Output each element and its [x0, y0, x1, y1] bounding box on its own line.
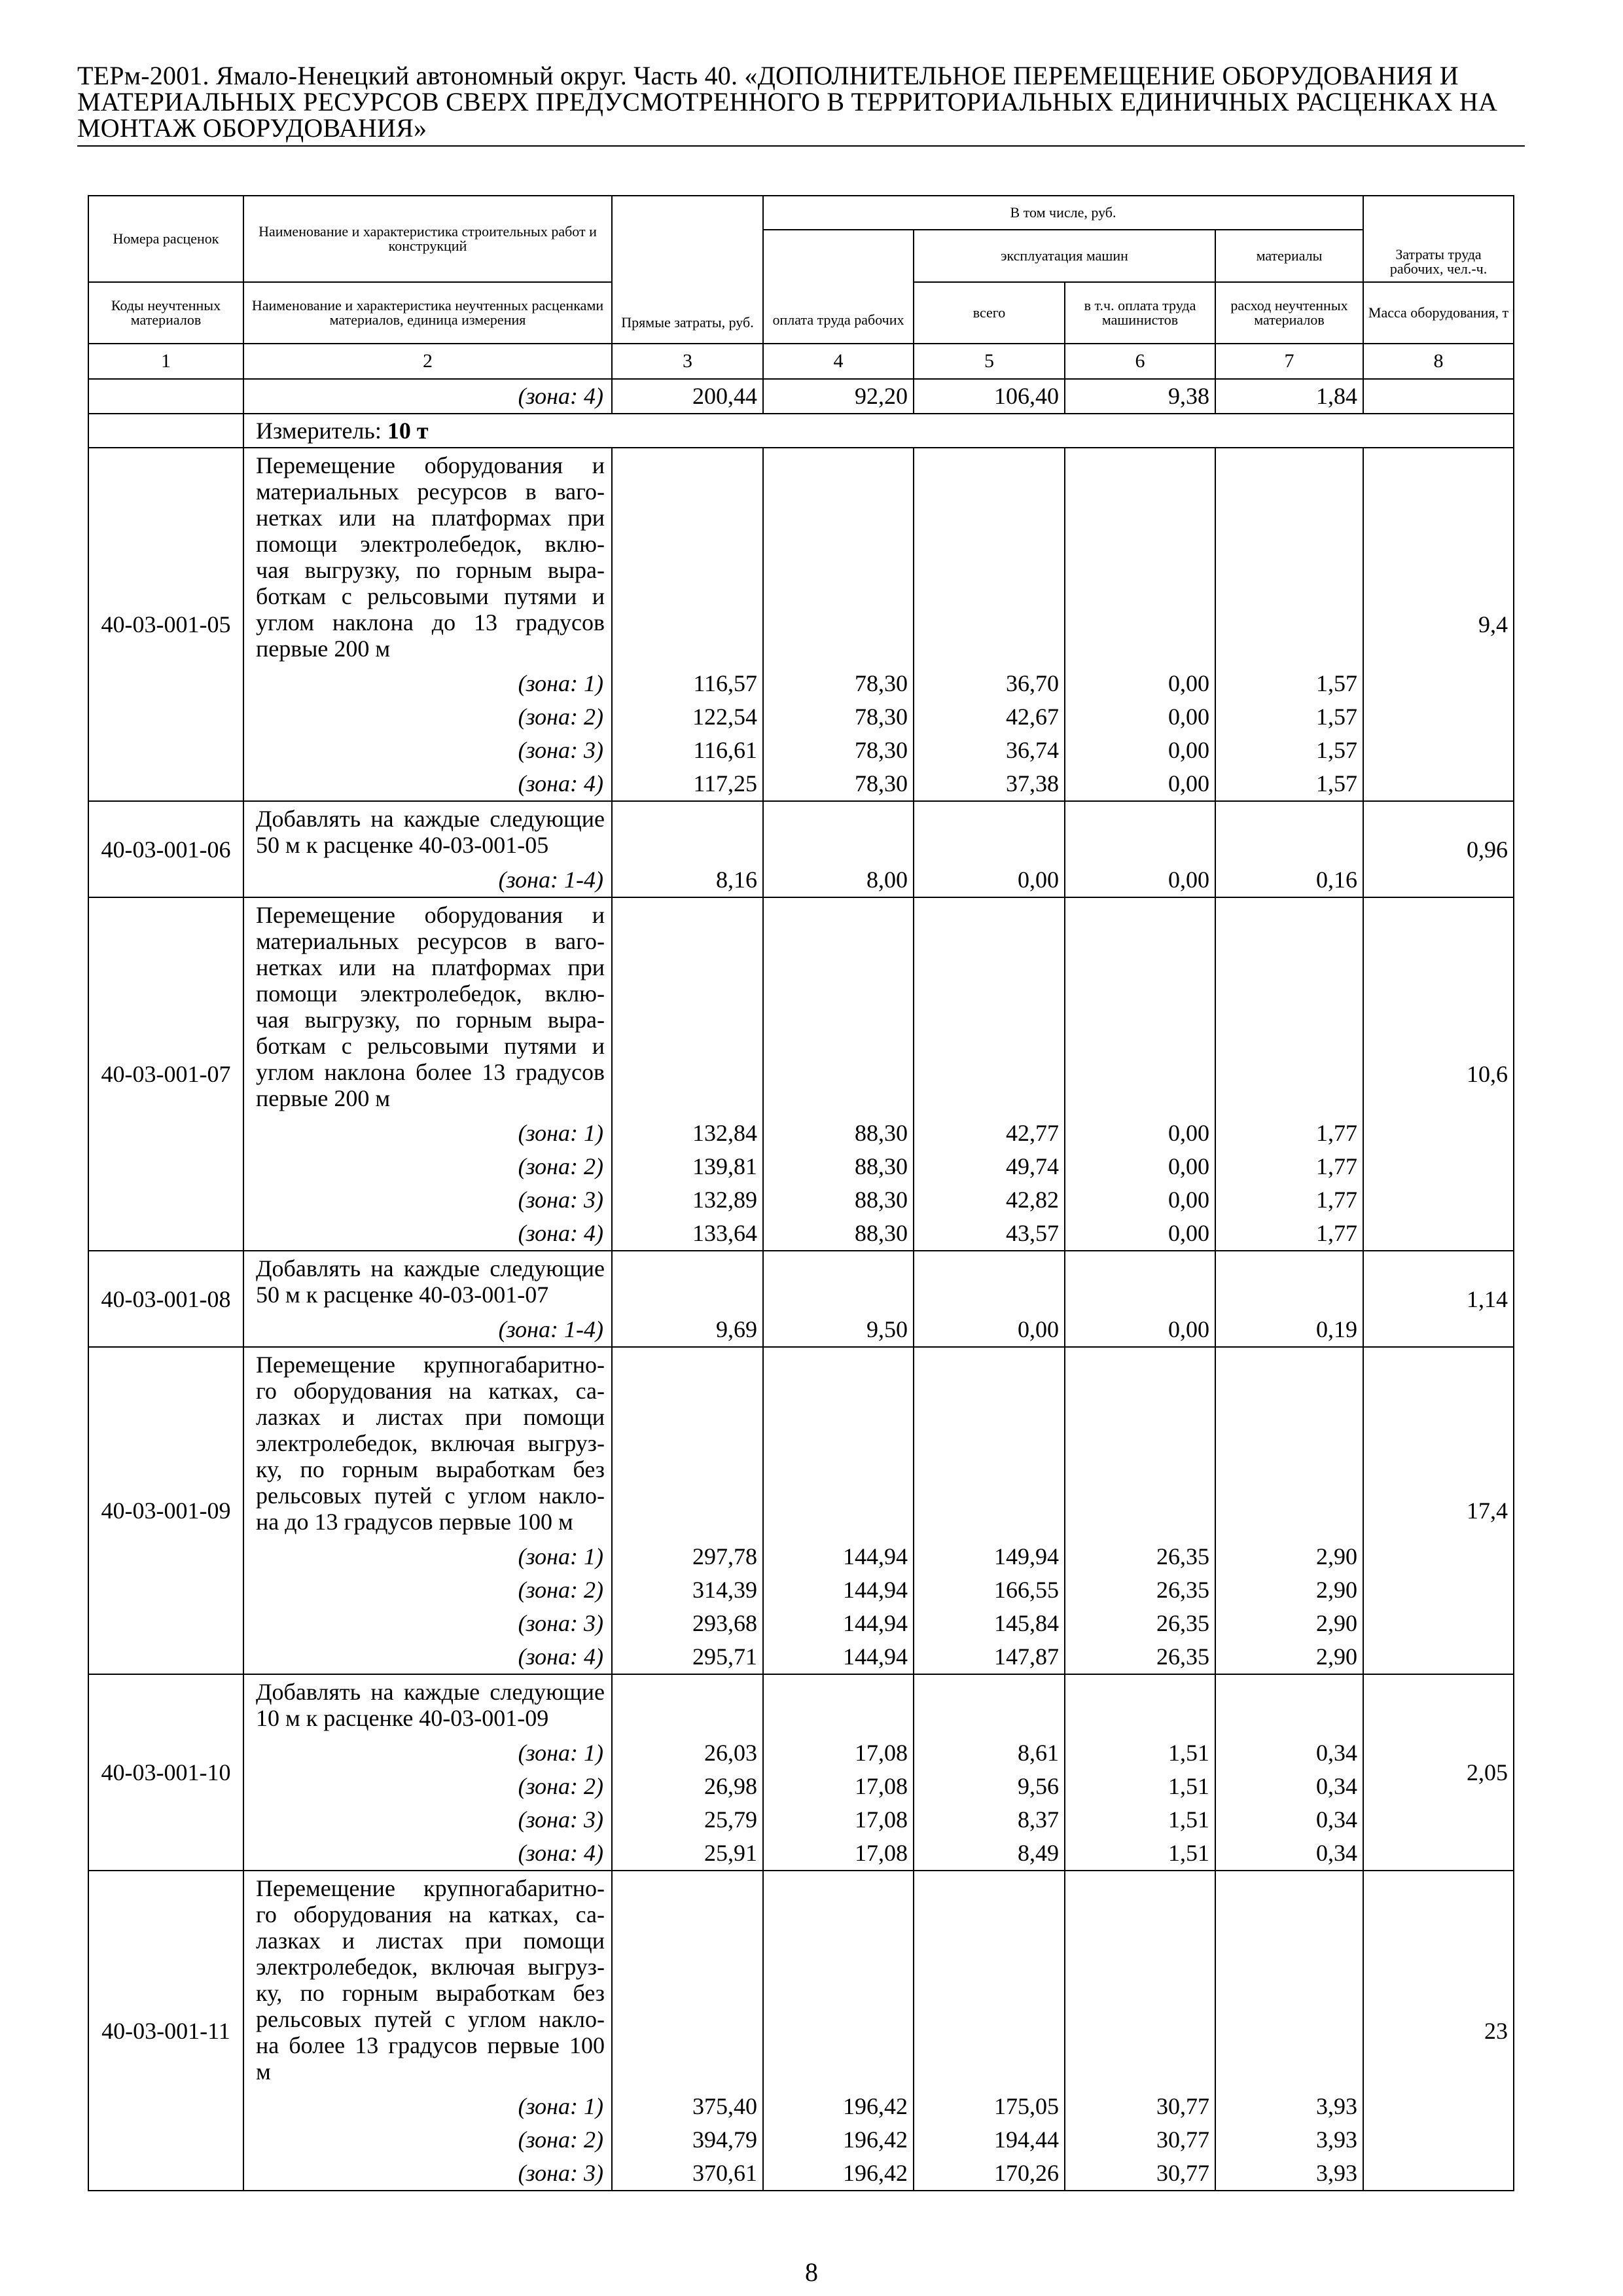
zone-label: (зона: 1)	[243, 2090, 612, 2123]
empty-cell	[1215, 1871, 1363, 2090]
workers-pay-value: 144,94	[763, 1640, 914, 1674]
zone-label: (зона: 2)	[243, 2123, 612, 2157]
workers-pay-value: 88,30	[763, 1150, 914, 1183]
direct-costs-value: 370,61	[612, 2157, 763, 2191]
zone-row	[88, 1117, 1514, 1150]
description-line: ку, по горным выработкам без	[256, 1980, 605, 2006]
description-line: первые 200 м	[256, 636, 391, 662]
rate-description	[243, 1674, 612, 1736]
rate-code: 40-03-001-07	[88, 897, 243, 1251]
direct-costs-value: 314,39	[612, 1573, 763, 1607]
rate-code: 40-03-001-05	[88, 448, 243, 801]
workers-pay-value: 78,30	[763, 734, 914, 767]
description-line: боткам с рельсовыми путями и	[256, 1033, 605, 1059]
empty-cell	[763, 448, 914, 667]
header-unaccounted-names: Наименование и характеристика неучтенных расценками материалов, единица измерения	[243, 282, 612, 344]
direct-costs-value: 116,57	[612, 667, 763, 700]
zone-row	[88, 1736, 1514, 1770]
driver-pay-value: 9,38	[1065, 379, 1215, 414]
driver-pay-value: 0,00	[1065, 863, 1215, 897]
direct-costs-value: 122,54	[612, 700, 763, 734]
workers-pay-value: 17,08	[763, 1736, 914, 1770]
labor-costs-value: 1,14	[1363, 1251, 1514, 1347]
description-line: помощи электролебедок, вклю-	[256, 980, 605, 1007]
direct-costs-value: 9,69	[612, 1313, 763, 1347]
zone-label: (зона: 4)	[243, 379, 612, 414]
driver-pay-value: 30,77	[1065, 2157, 1215, 2191]
machine-total-value: 170,26	[914, 2157, 1065, 2191]
machine-total-value: 42,77	[914, 1117, 1065, 1150]
labor-costs-value: 23	[1363, 1871, 1514, 2191]
empty-cell	[1065, 1251, 1215, 1313]
description-line: на до 13 градусов первые 100 м	[256, 1509, 573, 1535]
materials-value: 1,57	[1215, 700, 1363, 734]
rate-description	[243, 1251, 612, 1313]
empty-cell	[914, 897, 1065, 1117]
workers-pay-value: 17,08	[763, 1837, 914, 1871]
driver-pay-value: 26,35	[1065, 1640, 1215, 1674]
materials-value: 1,77	[1215, 1150, 1363, 1183]
materials-value: 0,34	[1215, 1837, 1363, 1871]
driver-pay-value: 1,51	[1065, 1803, 1215, 1837]
driver-pay-value: 0,00	[1065, 767, 1215, 801]
page-number: 8	[805, 2257, 818, 2287]
direct-costs-value: 116,61	[612, 734, 763, 767]
empty-cell	[1065, 1674, 1215, 1736]
rate-code: 40-03-001-08	[88, 1251, 243, 1347]
description-line: углом наклона до 13 градусов	[256, 609, 605, 636]
workers-pay-value: 144,94	[763, 1540, 914, 1573]
zone-label: (зона: 1)	[243, 667, 612, 700]
empty-cell	[1215, 1347, 1363, 1540]
empty-cell	[1065, 448, 1215, 667]
zone-label: (зона: 2)	[243, 1770, 612, 1803]
direct-costs-value: 394,79	[612, 2123, 763, 2157]
machine-total-value: 8,61	[914, 1736, 1065, 1770]
direct-costs-value: 297,78	[612, 1540, 763, 1573]
empty-cell	[1065, 1347, 1215, 1540]
column-number: 1	[88, 344, 243, 379]
empty-cell	[914, 801, 1065, 863]
description-line: 50 м к расценке 40-03-001-05	[256, 832, 549, 858]
empty-cell	[1215, 897, 1363, 1117]
direct-costs-value: 375,40	[612, 2090, 763, 2123]
column-number: 4	[763, 344, 914, 379]
zone-label: (зона: 1)	[243, 1540, 612, 1573]
zone-row	[88, 1640, 1514, 1674]
labor-costs-value: 10,6	[1363, 897, 1514, 1251]
header-unaccounted-codes: Коды неучтенных материалов	[88, 282, 243, 344]
empty-cell	[914, 1674, 1065, 1736]
zone-label: (зона: 4)	[243, 1837, 612, 1871]
driver-pay-value: 0,00	[1065, 1117, 1215, 1150]
machine-total-value: 42,67	[914, 700, 1065, 734]
materials-value: 1,57	[1215, 734, 1363, 767]
materials-value: 3,93	[1215, 2090, 1363, 2123]
description-line: м	[256, 2058, 271, 2085]
zone-row	[88, 1573, 1514, 1607]
rate-entry-row	[88, 897, 1514, 1117]
materials-value: 1,77	[1215, 1183, 1363, 1217]
rate-entry-row	[88, 448, 1514, 667]
direct-costs-value: 8,16	[612, 863, 763, 897]
driver-pay-value: 0,00	[1065, 667, 1215, 700]
direct-costs-value: 26,98	[612, 1770, 763, 1803]
labor-costs-value: 17,4	[1363, 1347, 1514, 1674]
driver-pay-value: 0,00	[1065, 734, 1215, 767]
driver-pay-value: 1,51	[1065, 1837, 1215, 1871]
machine-total-value: 0,00	[914, 863, 1065, 897]
zone-label: (зона: 3)	[243, 1183, 612, 1217]
description-line: электролебедок, включая выгруз-	[256, 1954, 605, 1980]
description-line: рельсовых путей с углом накло-	[256, 1482, 605, 1509]
zone-row	[88, 1183, 1514, 1217]
zone-label: (зона: 2)	[243, 700, 612, 734]
rate-code: 40-03-001-09	[88, 1347, 243, 1674]
description-line: 10 м к расценке 40-03-001-09	[256, 1705, 549, 1731]
empty-cell	[612, 801, 763, 863]
materials-value: 3,93	[1215, 2157, 1363, 2191]
header-machine-operation: эксплуатация машин	[914, 230, 1215, 282]
driver-pay-value: 26,35	[1065, 1540, 1215, 1573]
workers-pay-value: 144,94	[763, 1607, 914, 1640]
description-line: материальных ресурсов в ваго-	[256, 478, 605, 505]
empty-cell	[1215, 1251, 1363, 1313]
description-line: чая выгрузку, по горным выра-	[256, 557, 605, 583]
rate-entry-row	[88, 1871, 1514, 2090]
meter-unit: 10 т	[387, 418, 429, 444]
materials-value: 2,90	[1215, 1640, 1363, 1674]
description-line: нетках или на платформах при	[256, 505, 605, 531]
empty-cell	[914, 448, 1065, 667]
zone-label: (зона: 1-4)	[243, 1313, 612, 1347]
description-line: Перемещение оборудования и	[256, 452, 605, 478]
direct-costs-value: 200,44	[612, 379, 763, 414]
zone-row	[88, 1607, 1514, 1640]
zone-row	[88, 1803, 1514, 1837]
rate-description	[243, 801, 612, 863]
rate-code: 40-03-001-10	[88, 1674, 243, 1871]
rate-description	[243, 897, 612, 1117]
workers-pay-value: 88,30	[763, 1117, 914, 1150]
driver-pay-value: 1,51	[1065, 1770, 1215, 1803]
direct-costs-value: 25,91	[612, 1837, 763, 1871]
zone-row	[88, 1217, 1514, 1251]
description-line: помощи электролебедок, вклю-	[256, 531, 605, 557]
column-number: 5	[914, 344, 1065, 379]
rate-description	[243, 1347, 612, 1540]
empty-cell	[763, 801, 914, 863]
zone-label: (зона: 3)	[243, 2157, 612, 2191]
column-numbers-row	[88, 344, 1514, 379]
workers-pay-value: 196,42	[763, 2157, 914, 2191]
machine-total-value: 147,87	[914, 1640, 1065, 1674]
rate-entry-row	[88, 1674, 1514, 1736]
materials-value: 2,90	[1215, 1573, 1363, 1607]
zone-row	[88, 2157, 1514, 2191]
materials-value: 1,84	[1215, 379, 1363, 414]
driver-pay-value: 0,00	[1065, 1217, 1215, 1251]
zone-label: (зона: 4)	[243, 1217, 612, 1251]
header-line-2: МАТЕРИАЛЬНЫХ РЕСУРСОВ СВЕРХ ПРЕДУСМОТРЕННОГО В ТЕРРИТОРИАЛЬНЫХ ЕДИНИЧНЫХ РАСЦЕНКАХ НА	[77, 87, 1498, 117]
workers-pay-value: 78,30	[763, 767, 914, 801]
workers-pay-value: 8,00	[763, 863, 914, 897]
zone-row	[88, 1313, 1514, 1347]
driver-pay-value: 0,00	[1065, 700, 1215, 734]
description-line: электролебедок, включая выгруз-	[256, 1430, 605, 1456]
driver-pay-value: 0,00	[1065, 1183, 1215, 1217]
materials-value: 1,57	[1215, 667, 1363, 700]
workers-pay-value: 17,08	[763, 1803, 914, 1837]
direct-costs-value: 295,71	[612, 1640, 763, 1674]
materials-value: 2,90	[1215, 1607, 1363, 1640]
zone-row	[88, 734, 1514, 767]
empty-cell	[612, 1347, 763, 1540]
workers-pay-value: 88,30	[763, 1217, 914, 1251]
machine-total-value: 42,82	[914, 1183, 1065, 1217]
meter-label	[243, 414, 1514, 448]
zone-label: (зона: 3)	[243, 734, 612, 767]
rates-table	[88, 195, 1514, 2191]
rate-entry-row	[88, 801, 1514, 863]
empty-cell	[1065, 897, 1215, 1117]
driver-pay-value: 30,77	[1065, 2090, 1215, 2123]
empty-cell	[1065, 1871, 1215, 2090]
rate-entry-row	[88, 1251, 1514, 1313]
direct-costs-value: 139,81	[612, 1150, 763, 1183]
zone-row	[88, 1540, 1514, 1573]
zone-row	[88, 667, 1514, 700]
zone-label: (зона: 1-4)	[243, 863, 612, 897]
description-line: го оборудования на катках, са-	[256, 1901, 605, 1928]
description-line: 50 м к расценке 40-03-001-07	[256, 1282, 549, 1308]
zone-label: (зона: 3)	[243, 1607, 612, 1640]
machine-total-value: 9,56	[914, 1770, 1065, 1803]
meter-prefix: Измеритель:	[256, 418, 387, 444]
direct-costs-value: 25,79	[612, 1803, 763, 1837]
zone-label: (зона: 3)	[243, 1803, 612, 1837]
description-line: чая выгрузку, по горным выра-	[256, 1007, 605, 1033]
description-line: Перемещение крупногабаритно-	[256, 1352, 605, 1378]
workers-pay-value: 92,20	[763, 379, 914, 414]
zone-row	[88, 1150, 1514, 1183]
zone-label: (зона: 4)	[243, 1640, 612, 1674]
zone-row	[88, 2123, 1514, 2157]
header-line-1: ТЕРм-2001. Ямало-Ненецкий автономный округ. Часть 40. «ДОПОЛНИТЕЛЬНОЕ ПЕРЕМЕЩЕНИЕ ОБОРУДОВАНИЯ И	[77, 61, 1459, 90]
driver-pay-value: 0,00	[1065, 1150, 1215, 1183]
machine-total-value: 106,40	[914, 379, 1065, 414]
driver-pay-value: 30,77	[1065, 2123, 1215, 2157]
header-rate-numbers: Номера расценок	[88, 196, 243, 282]
empty-cell	[763, 897, 914, 1117]
workers-pay-value: 9,50	[763, 1313, 914, 1347]
direct-costs-value: 26,03	[612, 1736, 763, 1770]
empty-cell	[914, 1347, 1065, 1540]
empty-cell	[88, 414, 243, 448]
materials-value: 0,34	[1215, 1803, 1363, 1837]
machine-total-value: 175,05	[914, 2090, 1065, 2123]
workers-pay-value: 88,30	[763, 1183, 914, 1217]
meter-row	[88, 414, 1514, 448]
machine-total-value: 36,74	[914, 734, 1065, 767]
zone-row	[88, 767, 1514, 801]
header-equipment-mass: Масса оборудования, т	[1363, 282, 1514, 344]
header-labor-costs: Затраты труда рабочих, чел.-ч.	[1363, 196, 1514, 282]
description-line: рельсовых путей с углом накло-	[256, 2006, 605, 2032]
direct-costs-value: 132,84	[612, 1117, 763, 1150]
machine-total-value: 149,94	[914, 1540, 1065, 1573]
description-line: материальных ресурсов в ваго-	[256, 928, 605, 954]
direct-costs-value: 117,25	[612, 767, 763, 801]
machine-total-value: 166,55	[914, 1573, 1065, 1607]
driver-pay-value: 26,35	[1065, 1573, 1215, 1607]
rate-description	[243, 1871, 612, 2090]
machine-total-value: 49,74	[914, 1150, 1065, 1183]
header-including: В том числе, руб.	[763, 196, 1363, 230]
column-number: 6	[1065, 344, 1215, 379]
header-materials: материалы	[1215, 230, 1363, 282]
materials-value: 0,19	[1215, 1313, 1363, 1347]
rate-code: 40-03-001-11	[88, 1871, 243, 2191]
empty-cell	[612, 1871, 763, 2090]
rate-description	[243, 448, 612, 667]
zone-row	[88, 1770, 1514, 1803]
workers-pay-value: 196,42	[763, 2090, 914, 2123]
empty-cell	[612, 448, 763, 667]
materials-value: 1,57	[1215, 767, 1363, 801]
empty-cell	[1215, 448, 1363, 667]
header-name-characteristics: Наименование и характеристика строительных работ и конструкций	[243, 196, 612, 282]
description-line: на более 13 градусов первые 100	[256, 2032, 605, 2058]
description-line: боткам с рельсовыми путями и	[256, 583, 605, 609]
rate-entry-row	[88, 1347, 1514, 1540]
machine-total-value: 43,57	[914, 1217, 1065, 1251]
empty-cell	[1215, 1674, 1363, 1736]
zone-label: (зона: 2)	[243, 1150, 612, 1183]
column-number: 3	[612, 344, 763, 379]
labor-costs-value: 9,4	[1363, 448, 1514, 801]
zone-row	[88, 379, 1514, 414]
empty-cell	[914, 1251, 1065, 1313]
zone-label: (зона: 2)	[243, 1573, 612, 1607]
empty-cell	[612, 1251, 763, 1313]
zone-label: (зона: 1)	[243, 1117, 612, 1150]
description-line: Перемещение крупногабаритно-	[256, 1875, 605, 1901]
header-incl-driver-pay: в т.ч. оплата труда машинистов	[1065, 282, 1215, 344]
zone-row	[88, 700, 1514, 734]
description-line: го оборудования на катках, са-	[256, 1378, 605, 1404]
labor-costs-value: 2,05	[1363, 1674, 1514, 1871]
workers-pay-value: 196,42	[763, 2123, 914, 2157]
description-line: лазках и листах при помощи	[256, 1928, 605, 1954]
materials-value: 0,34	[1215, 1736, 1363, 1770]
direct-costs-value: 132,89	[612, 1183, 763, 1217]
header-direct-costs: Прямые затраты, руб.	[612, 196, 763, 344]
description-line: нетках или на платформах при	[256, 954, 605, 980]
zone-row	[88, 863, 1514, 897]
header-total: всего	[914, 282, 1065, 344]
materials-value: 1,77	[1215, 1117, 1363, 1150]
driver-pay-value: 26,35	[1065, 1607, 1215, 1640]
workers-pay-value: 144,94	[763, 1573, 914, 1607]
workers-pay-value: 78,30	[763, 667, 914, 700]
zone-label: (зона: 1)	[243, 1736, 612, 1770]
empty-cell	[88, 379, 243, 414]
machine-total-value: 8,37	[914, 1803, 1065, 1837]
header-unaccounted-consumption: расход неучтенных материалов	[1215, 282, 1363, 344]
workers-pay-value: 78,30	[763, 700, 914, 734]
description-line: первые 200 м	[256, 1085, 391, 1111]
materials-value: 3,93	[1215, 2123, 1363, 2157]
driver-pay-value: 0,00	[1065, 1313, 1215, 1347]
empty-cell	[763, 1871, 914, 2090]
description-line: Добавлять на каждые следующие	[256, 806, 605, 832]
empty-cell	[1363, 379, 1514, 414]
description-line: Добавлять на каждые следующие	[256, 1255, 605, 1282]
zone-row	[88, 2090, 1514, 2123]
machine-total-value: 0,00	[914, 1313, 1065, 1347]
description-line: углом наклона более 13 градусов	[256, 1059, 605, 1085]
empty-cell	[914, 1871, 1065, 2090]
machine-total-value: 8,49	[914, 1837, 1065, 1871]
description-line: ку, по горным выработкам без	[256, 1456, 605, 1482]
column-number: 2	[243, 344, 612, 379]
description-line: лазках и листах при помощи	[256, 1404, 605, 1430]
machine-total-value: 194,44	[914, 2123, 1065, 2157]
empty-cell	[1065, 801, 1215, 863]
header-workers-pay: оплата труда рабочих	[763, 230, 914, 344]
empty-cell	[763, 1347, 914, 1540]
machine-total-value: 145,84	[914, 1607, 1065, 1640]
document-header	[77, 63, 1517, 141]
rate-code: 40-03-001-06	[88, 801, 243, 897]
materials-value: 0,34	[1215, 1770, 1363, 1803]
header-line-3: МОНТАЖ ОБОРУДОВАНИЯ»	[77, 113, 427, 143]
empty-cell	[1215, 801, 1363, 863]
workers-pay-value: 17,08	[763, 1770, 914, 1803]
materials-value: 1,77	[1215, 1217, 1363, 1251]
labor-costs-value: 0,96	[1363, 801, 1514, 897]
zone-label: (зона: 4)	[243, 767, 612, 801]
direct-costs-value: 133,64	[612, 1217, 763, 1251]
materials-value: 2,90	[1215, 1540, 1363, 1573]
header-divider	[77, 145, 1525, 147]
driver-pay-value: 1,51	[1065, 1736, 1215, 1770]
machine-total-value: 36,70	[914, 667, 1065, 700]
empty-cell	[763, 1674, 914, 1736]
materials-value: 0,16	[1215, 863, 1363, 897]
description-line: Добавлять на каждые следующие	[256, 1679, 605, 1705]
column-number: 8	[1363, 344, 1514, 379]
empty-cell	[612, 897, 763, 1117]
empty-cell	[763, 1251, 914, 1313]
description-line: Перемещение оборудования и	[256, 902, 605, 928]
machine-total-value: 37,38	[914, 767, 1065, 801]
zone-row	[88, 1837, 1514, 1871]
direct-costs-value: 293,68	[612, 1607, 763, 1640]
empty-cell	[612, 1674, 763, 1736]
column-number: 7	[1215, 344, 1363, 379]
